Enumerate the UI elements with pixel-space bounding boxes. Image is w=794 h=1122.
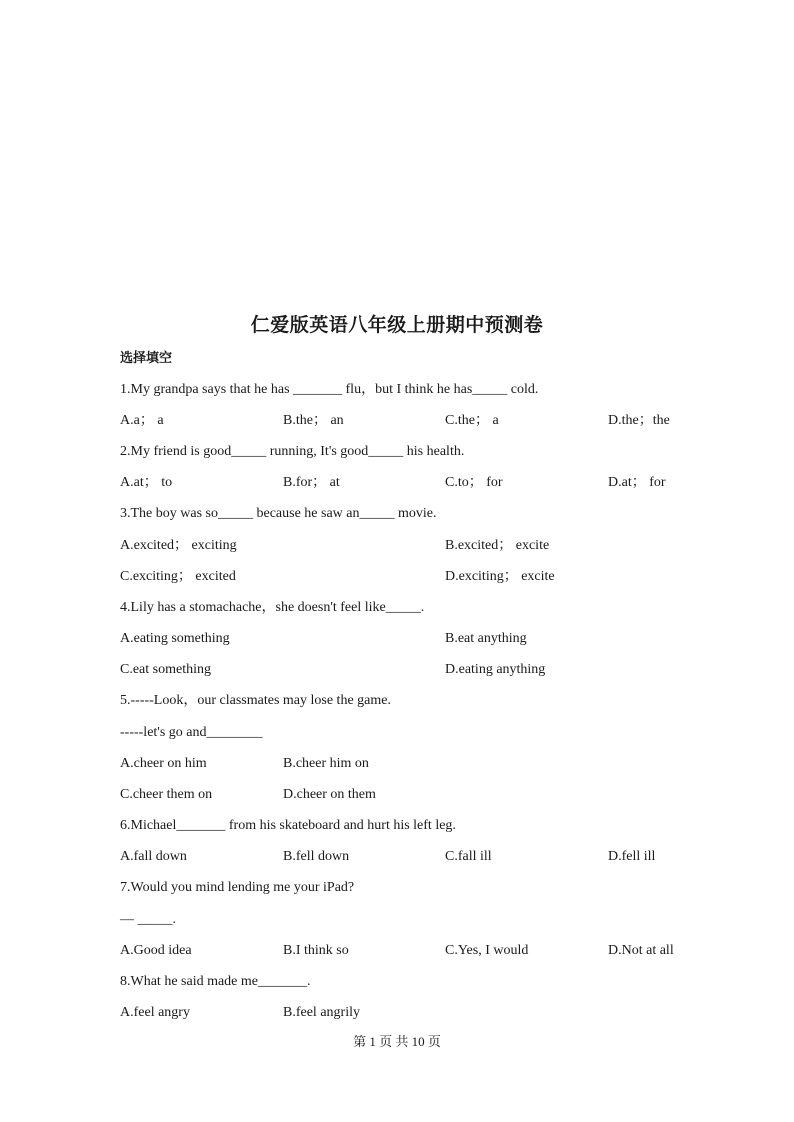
question-3-option-d: D.exciting； excite (445, 569, 555, 584)
question-6-option-d: D.fell ill (608, 849, 656, 864)
question-2-option-c: C.to； for (445, 475, 503, 490)
question-3-option-a: A.excited； exciting (120, 538, 237, 553)
question-7-option-b: B.I think so (283, 943, 349, 958)
question-5-option-d: D.cheer on them (283, 787, 376, 802)
question-5-option-c: C.cheer them on (120, 787, 213, 802)
question-4-stem: 4.Lily has a stomachache，she doesn't feel like_____. (120, 600, 425, 615)
question-3-option-b: B.excited； excite (445, 538, 550, 553)
question-6-option-a: A.fall down (120, 849, 187, 864)
question-4-option-b: B.eat anything (445, 631, 527, 646)
question-1-option-d: D.the；the (608, 413, 670, 428)
question-3-stem: 3.The boy was so_____ because he saw an_____ movie. (120, 506, 437, 521)
question-4-option-a: A.eating something (120, 631, 230, 646)
question-7-option-a: A.Good idea (120, 943, 192, 958)
section-heading: 选择填空 (120, 351, 173, 366)
question-6-stem: 6.Michael_______ from his skateboard and hurt his left leg. (120, 818, 456, 833)
question-2-option-b: B.for； at (283, 475, 340, 490)
question-5-stem-reply: -----let's go and________ (120, 725, 263, 740)
page-title: 仁爱版英语八年级上册期中预测卷 (250, 314, 544, 336)
question-7-option-d: D.Not at all (608, 943, 674, 958)
question-7-option-c: C.Yes, I would (445, 943, 529, 958)
question-5-option-a: A.cheer on him (120, 756, 207, 771)
question-7-stem-reply: — _____. (120, 912, 176, 927)
question-1-option-c: C.the； a (445, 413, 499, 428)
question-2-stem: 2.My friend is good_____ running, It's good_____ his health. (120, 444, 465, 459)
question-5-stem: 5.-----Look，our classmates may lose the game. (120, 693, 391, 708)
question-2-option-a: A.at； to (120, 475, 173, 490)
question-4-option-d: D.eating anything (445, 662, 546, 677)
question-4-option-c: C.eat something (120, 662, 211, 677)
question-8-option-b: B.feel angrily (283, 1005, 360, 1020)
question-8-stem: 8.What he said made me_______. (120, 974, 311, 989)
question-3-option-c: C.exciting； excited (120, 569, 236, 584)
question-8-option-a: A.feel angry (120, 1005, 190, 1020)
question-6-option-b: B.fell down (283, 849, 350, 864)
question-1-stem: 1.My grandpa says that he has _______ flu，but I think he has_____ cold. (120, 382, 539, 397)
question-1-option-a: A.a； a (120, 413, 164, 428)
question-2-option-d: D.at； for (608, 475, 666, 490)
question-5-option-b: B.cheer him on (283, 756, 369, 771)
page-number-footer: 第 1 页 共 10 页 (353, 1034, 441, 1049)
question-7-stem: 7.Would you mind lending me your iPad? (120, 880, 355, 895)
question-1-option-b: B.the； an (283, 413, 344, 428)
question-6-option-c: C.fall ill (445, 849, 492, 864)
